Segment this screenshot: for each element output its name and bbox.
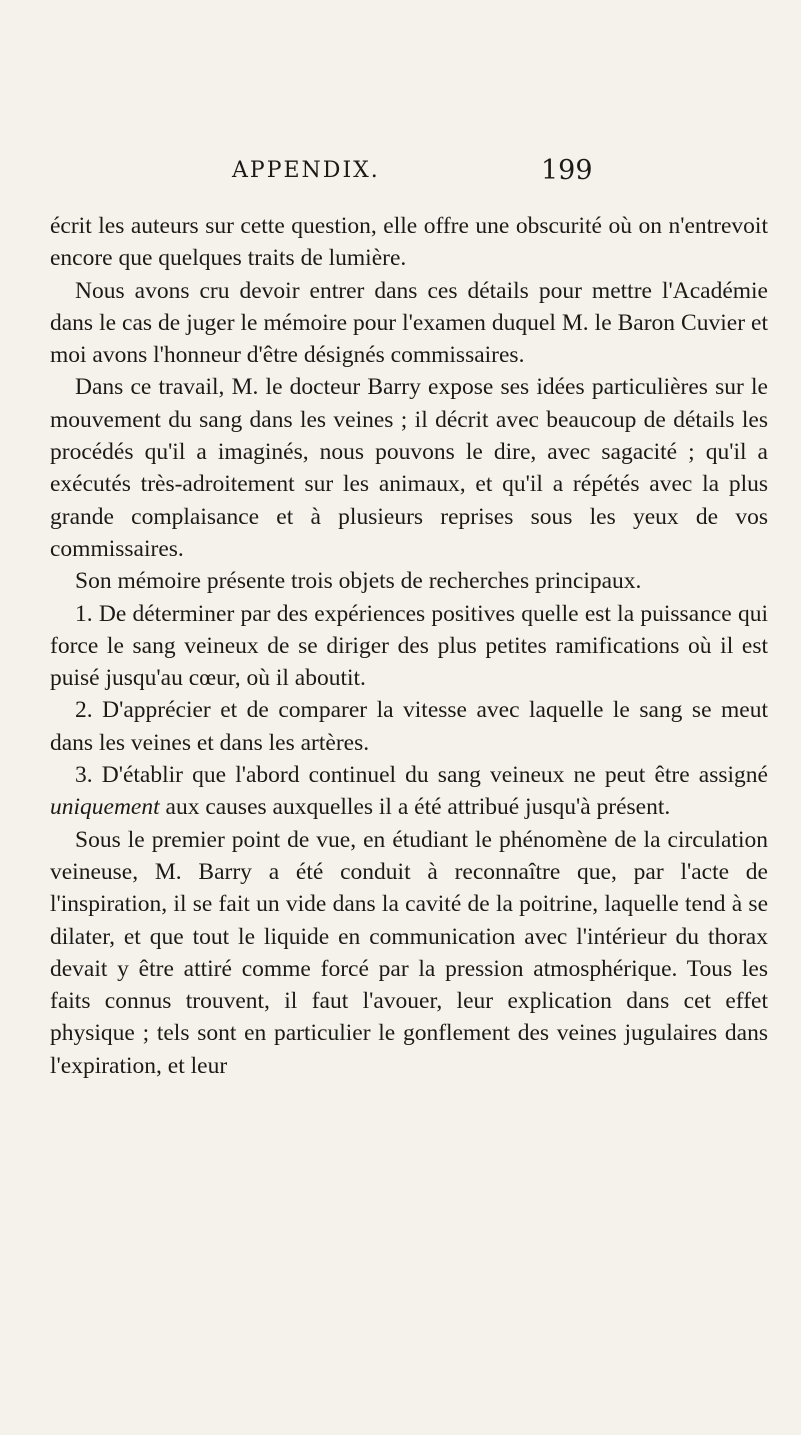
- objective-3-end: aux causes auxquelles il a été attribué jusqu'à présent.: [165, 794, 671, 821]
- page-header: [0, 155, 801, 194]
- paragraph-work-description: Dans ce travail, M. le docteur Barry expose ses idées particulières sur le mouvement du sang dans les veines ; il décrit avec beaucoup de détails les procédés qu'il a imaginés, nous pouvons le dire, avec sagacité ; qu'il a exécutés très-adroitement sur les animaux, et qu'il a répétés avec la plus grande complaisance et à plusieurs reprises sous les yeux de vos commissaires.: [50, 374, 768, 562]
- paragraph-details: Nous avons cru devoir entrer dans ces détails pour mettre l'Académie dans le cas de juger le mémoire pour l'examen duquel M. le Baron Cuvier et moi avons l'honneur d'être désignés commissaires.: [50, 277, 768, 369]
- paragraph-first-point: Sous le premier point de vue, en étudiant le phénomène de la circulation veineuse, M. Barry a été conduit à reconnaître que, par l'acte de l'inspiration, il se fait un vide dans la cavité de la poitrine, laquelle tend à se dilater, et que tout le liquide en communication avec l'intérieur du thorax devait y être attiré comme forcé par la pression atmosphérique. Tous les faits connus trouvent, il faut l'avouer, leur explication dans cet effet physique ; tels sont en particulier le gonflement des veines jugulaires dans l'expiration, et leur: [50, 826, 768, 1079]
- body-text: [50, 210, 768, 1082]
- paragraph-objective-2: 2. D'apprécier et de comparer la vitesse avec laquelle le sang se meut dans les veines et dans les artères.: [50, 697, 768, 756]
- paragraph-objective-3: [50, 759, 768, 824]
- page-number: 199: [541, 155, 593, 186]
- running-head: APPENDIX.: [232, 158, 380, 183]
- paragraph-objects-intro: Son mémoire présente trois objets de recherches principaux.: [75, 568, 642, 595]
- emphasis-uniquement: uniquement: [50, 794, 160, 821]
- paragraph-continuation: écrit les auteurs sur cette question, elle offre une obscurité où on n'entrevoit encore que quelques traits de lumière.: [50, 213, 768, 272]
- objective-3-start: 3. D'établir que l'abord continuel du sang veineux ne peut être assigné: [75, 762, 768, 789]
- paragraph-objective-1: 1. De déterminer par des expériences positives quelle est la puissance qui force le sang veineux de se diriger des plus petites ramifications où il est puisé jusqu'au cœur, où il aboutit.: [50, 600, 768, 692]
